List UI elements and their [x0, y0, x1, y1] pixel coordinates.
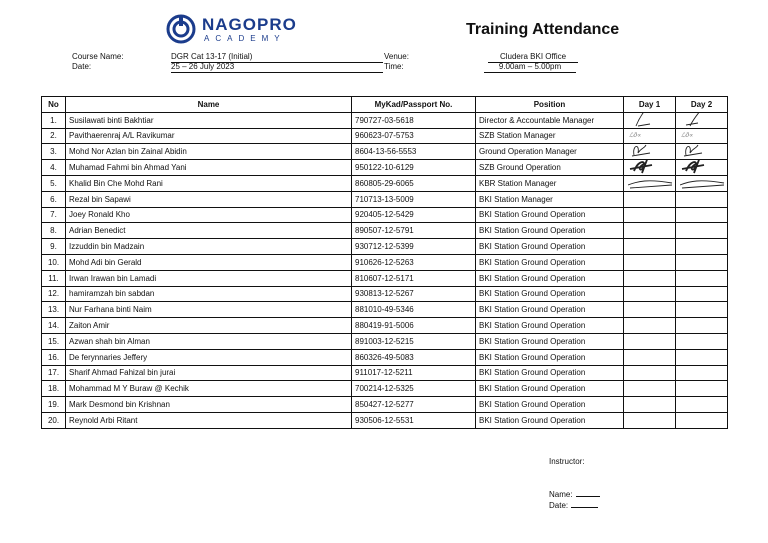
- cell-name: De ferynnaries Jeffery: [66, 349, 352, 365]
- document-title: Training Attendance: [466, 21, 620, 38]
- table-row: [42, 144, 728, 160]
- cell-position: BKI Station Ground Operation: [476, 397, 624, 413]
- cell-signature-day-1: [624, 191, 676, 207]
- cell-name: Muhamad Fahmi bin Ahmad Yani: [66, 160, 352, 176]
- cell-no: 5.: [42, 175, 66, 191]
- cell-position: BKI Station Ground Operation: [476, 333, 624, 349]
- footer-date-row: [549, 501, 598, 511]
- footer-date-blank: [571, 507, 598, 508]
- cell-id-number: 850427-12-5277: [352, 397, 476, 413]
- cell-signature-day-1: [624, 302, 676, 318]
- cell-name: Rezal bin Sapawi: [66, 191, 352, 207]
- cell-position: Director & Accountable Manager: [476, 112, 624, 128]
- table-row: [42, 302, 728, 318]
- cell-position: BKI Station Ground Operation: [476, 318, 624, 334]
- course-name-label: Course Name:: [72, 52, 124, 61]
- cell-position: BKI Station Ground Operation: [476, 270, 624, 286]
- header-day-2: Day 2: [676, 97, 728, 113]
- cell-signature-day-1: [624, 207, 676, 223]
- footer-name-blank: [576, 496, 600, 497]
- cell-position: BKI Station Ground Operation: [476, 286, 624, 302]
- cell-id-number: 910626-12-5263: [352, 254, 476, 270]
- footer-date-label: Date:: [549, 501, 569, 510]
- time-value: 9.00am – 5.00pm: [484, 62, 576, 73]
- cell-position: BKI Station Ground Operation: [476, 365, 624, 381]
- cell-signature-day-1: [624, 349, 676, 365]
- cell-name: Zaiton Amir: [66, 318, 352, 334]
- table-row: [42, 270, 728, 286]
- cell-name: Joey Ronald Kho: [66, 207, 352, 223]
- cell-position: BKI Station Ground Operation: [476, 349, 624, 365]
- cell-name: Mohammad M Y Buraw @ Kechik: [66, 381, 352, 397]
- cell-no: 14.: [42, 318, 66, 334]
- table-row: [42, 318, 728, 334]
- cell-name: Irwan Irawan bin Lamadi: [66, 270, 352, 286]
- cell-signature-day-1: [624, 254, 676, 270]
- cell-signature-day-1: [624, 160, 676, 176]
- table-row: [42, 160, 728, 176]
- cell-signature-day-2: [676, 318, 728, 334]
- cell-position: SZB Station Manager: [476, 128, 624, 144]
- cell-position: BKI Station Ground Operation: [476, 254, 624, 270]
- footer-name-label: Name:: [549, 490, 573, 499]
- cell-signature-day-2: [676, 286, 728, 302]
- cell-id-number: 890507-12-5791: [352, 223, 476, 239]
- header-position: Position: [476, 97, 624, 113]
- cell-no: 7.: [42, 207, 66, 223]
- cell-name: Mohd Nor Azlan bin Zainal Abidin: [66, 144, 352, 160]
- cell-id-number: 860805-29-6065: [352, 175, 476, 191]
- table-row: [42, 333, 728, 349]
- cell-id-number: 860326-49-5083: [352, 349, 476, 365]
- cell-no: 3.: [42, 144, 66, 160]
- cell-no: 17.: [42, 365, 66, 381]
- cell-signature-day-2: [676, 223, 728, 239]
- handwritten-signature-icon: [628, 160, 674, 176]
- cell-id-number: 881010-49-5346: [352, 302, 476, 318]
- cell-no: 8.: [42, 223, 66, 239]
- cell-signature-day-1: [624, 412, 676, 428]
- cell-position: KBR Station Manager: [476, 175, 624, 191]
- cell-signature-day-2: [676, 270, 728, 286]
- handwritten-signature-icon: [680, 175, 726, 191]
- cell-name: Susilawati binti Bakhtiar: [66, 112, 352, 128]
- cell-signature-day-1: [624, 223, 676, 239]
- table-row: [42, 207, 728, 223]
- instructor-label: Instructor:: [549, 457, 585, 466]
- table-row: [42, 365, 728, 381]
- cell-signature-day-1: [624, 381, 676, 397]
- cell-id-number: 8604-13-56-5553: [352, 144, 476, 160]
- cell-signature-day-2: [676, 381, 728, 397]
- company-logo: [166, 14, 297, 44]
- cell-name: Mohd Adi bin Gerald: [66, 254, 352, 270]
- cell-position: BKI Station Ground Operation: [476, 207, 624, 223]
- cell-id-number: 950122-10-6129: [352, 160, 476, 176]
- cell-name: Sharif Ahmad Fahizal bin jurai: [66, 365, 352, 381]
- cell-no: 1.: [42, 112, 66, 128]
- handwritten-signature-icon: ℒд∝: [629, 131, 642, 139]
- cell-id-number: 891003-12-5215: [352, 333, 476, 349]
- handwritten-signature-icon: [680, 160, 726, 176]
- cell-name: Azwan shah bin Alman: [66, 333, 352, 349]
- cell-signature-day-1: [624, 239, 676, 255]
- cell-position: BKI Station Manager: [476, 191, 624, 207]
- cell-id-number: 930712-12-5399: [352, 239, 476, 255]
- cell-signature-day-2: [676, 112, 728, 128]
- header-day-1: Day 1: [624, 97, 676, 113]
- cell-position: BKI Station Ground Operation: [476, 239, 624, 255]
- cell-no: 2.: [42, 128, 66, 144]
- cell-signature-day-2: [676, 160, 728, 176]
- table-row: [42, 381, 728, 397]
- handwritten-signature-icon: [628, 112, 674, 128]
- cell-name: Pavithaerenraj A/L Ravikumar: [66, 128, 352, 144]
- cell-signature-day-2: [676, 254, 728, 270]
- cell-no: 18.: [42, 381, 66, 397]
- cell-position: BKI Station Ground Operation: [476, 302, 624, 318]
- logo-wordmark: NAGOPRO: [202, 15, 297, 34]
- nagopro-logo-icon: [166, 14, 196, 44]
- cell-name: Adrian Benedict: [66, 223, 352, 239]
- cell-signature-day-1: [624, 270, 676, 286]
- cell-signature-day-2: [676, 144, 728, 160]
- cell-signature-day-2: [676, 207, 728, 223]
- table-row: [42, 412, 728, 428]
- cell-signature-day-2: [676, 302, 728, 318]
- handwritten-signature-icon: [628, 175, 674, 191]
- cell-position: BKI Station Ground Operation: [476, 223, 624, 239]
- header-name: Name: [66, 97, 352, 113]
- cell-signature-day-2: [676, 333, 728, 349]
- cell-signature-day-1: [624, 333, 676, 349]
- venue-value: Cludera BKI Office: [488, 52, 578, 63]
- table-row: [42, 128, 728, 144]
- cell-id-number: 930813-12-5267: [352, 286, 476, 302]
- table-row: [42, 223, 728, 239]
- cell-signature-day-1: [624, 397, 676, 413]
- cell-id-number: 710713-13-5009: [352, 191, 476, 207]
- handwritten-signature-icon: [628, 144, 674, 160]
- time-label: Time:: [384, 62, 404, 71]
- handwritten-signature-icon: [680, 144, 726, 160]
- cell-signature-day-2: [676, 397, 728, 413]
- handwritten-signature-icon: ℒд∝: [681, 131, 694, 139]
- date-label: Date:: [72, 62, 92, 71]
- cell-signature-day-1: [624, 318, 676, 334]
- cell-position: SZB Ground Operation: [476, 160, 624, 176]
- cell-no: 12.: [42, 286, 66, 302]
- cell-id-number: 911017-12-5211: [352, 365, 476, 381]
- table-row: [42, 175, 728, 191]
- cell-name: Nur Farhana binti Naim: [66, 302, 352, 318]
- cell-position: BKI Station Ground Operation: [476, 412, 624, 428]
- cell-no: 16.: [42, 349, 66, 365]
- logo-subtitle: ACADEMY: [204, 34, 286, 43]
- cell-no: 19.: [42, 397, 66, 413]
- cell-signature-day-1: [624, 286, 676, 302]
- cell-name: Reynold Arbi Ritant: [66, 412, 352, 428]
- date-value: 25 – 26 July 2023: [171, 62, 383, 73]
- cell-no: 6.: [42, 191, 66, 207]
- cell-signature-day-2: [676, 239, 728, 255]
- cell-signature-day-2: [676, 175, 728, 191]
- table-row: [42, 286, 728, 302]
- cell-signature-day-1: [624, 365, 676, 381]
- cell-id-number: 810607-12-5171: [352, 270, 476, 286]
- cell-name: Khalid Bin Che Mohd Rani: [66, 175, 352, 191]
- cell-name: Mark Desmond bin Krishnan: [66, 397, 352, 413]
- cell-id-number: 880419-91-5006: [352, 318, 476, 334]
- cell-signature-day-1: [624, 175, 676, 191]
- handwritten-signature-icon: [680, 112, 726, 128]
- cell-signature-day-2: [676, 128, 728, 144]
- cell-name: Izzuddin bin Madzain: [66, 239, 352, 255]
- table-row: [42, 191, 728, 207]
- table-row: [42, 349, 728, 365]
- table-row: [42, 112, 728, 128]
- cell-no: 10.: [42, 254, 66, 270]
- cell-no: 13.: [42, 302, 66, 318]
- attendance-table: [41, 96, 728, 429]
- table-row: [42, 397, 728, 413]
- footer-name-row: [549, 490, 600, 500]
- cell-id-number: 700214-12-5325: [352, 381, 476, 397]
- cell-position: Ground Operation Manager: [476, 144, 624, 160]
- header-id: MyKad/Passport No.: [352, 97, 476, 113]
- cell-no: 15.: [42, 333, 66, 349]
- venue-label: Venue:: [384, 52, 409, 61]
- table-row: [42, 254, 728, 270]
- table-row: [42, 239, 728, 255]
- cell-no: 11.: [42, 270, 66, 286]
- cell-signature-day-2: [676, 412, 728, 428]
- cell-signature-day-1: [624, 144, 676, 160]
- cell-no: 4.: [42, 160, 66, 176]
- course-name-value: DGR Cat 13-17 (Initial): [171, 52, 383, 63]
- cell-id-number: 790727-03-5618: [352, 112, 476, 128]
- cell-position: BKI Station Ground Operation: [476, 381, 624, 397]
- cell-signature-day-1: [624, 112, 676, 128]
- cell-id-number: 930506-12-5531: [352, 412, 476, 428]
- cell-signature-day-1: [624, 128, 676, 144]
- cell-signature-day-2: [676, 365, 728, 381]
- cell-id-number: 920405-12-5429: [352, 207, 476, 223]
- cell-no: 9.: [42, 239, 66, 255]
- table-header-row: [42, 97, 728, 113]
- header-no: No: [42, 97, 66, 113]
- cell-signature-day-2: [676, 349, 728, 365]
- cell-no: 20.: [42, 412, 66, 428]
- cell-id-number: 960623-07-5753: [352, 128, 476, 144]
- cell-name: hamiramzah bin sabdan: [66, 286, 352, 302]
- cell-signature-day-2: [676, 191, 728, 207]
